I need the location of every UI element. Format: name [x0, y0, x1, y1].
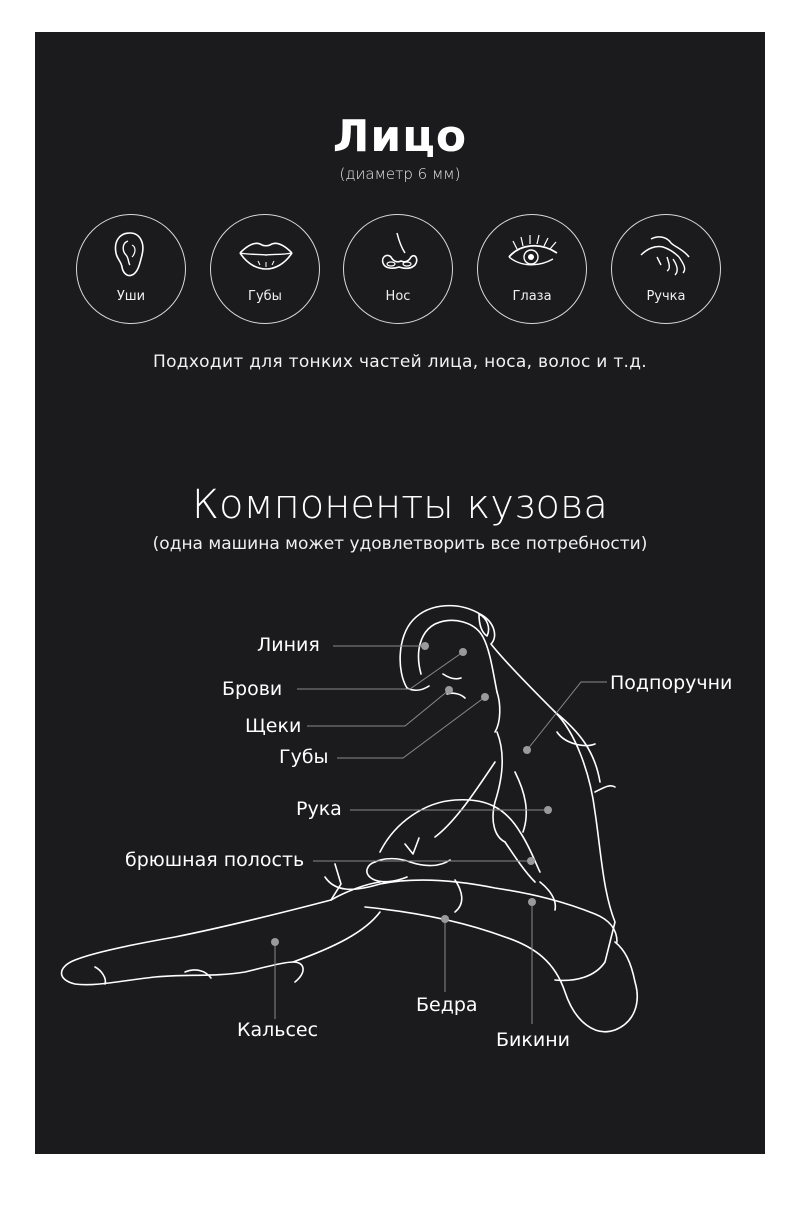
callout-underarm: Подпоручни [610, 672, 733, 694]
face-section-subtitle: (диаметр 6 мм) [339, 165, 461, 183]
dot-thighs [441, 915, 449, 923]
callout-line: Линия [257, 634, 320, 656]
face-section-title: Лицо [332, 111, 468, 162]
callout-lips: Губы [279, 746, 329, 768]
face-item-label: Уши [116, 289, 146, 304]
face-item-label: Губы [248, 289, 282, 304]
callout-cheeks: Щеки [245, 715, 302, 737]
dot-arm [544, 806, 552, 814]
dot-line [421, 642, 429, 650]
dot-calves [271, 938, 279, 946]
dot-cheeks [445, 686, 453, 694]
callout-bikini: Бикини [496, 1029, 570, 1051]
callout-leaders [275, 646, 607, 1024]
dot-abdomen [527, 857, 535, 865]
callout-abdomen: брюшная полость [125, 849, 305, 871]
body-figure-illustration [35, 32, 765, 1154]
dot-brows [459, 648, 467, 656]
dot-bikini [528, 898, 536, 906]
callout-brows: Брови [222, 678, 283, 700]
callout-arm: Рука [296, 798, 342, 820]
body-section-subtitle: (одна машина может удовлетворить все потребности) [152, 534, 648, 554]
face-description: Подходит для тонких частей лица, носа, волос и т.д. [152, 352, 648, 372]
dot-lips [481, 693, 489, 701]
figure-outline [62, 606, 638, 1032]
dark-panel [35, 32, 765, 1154]
face-item-label: Ручка [646, 289, 686, 304]
body-section-title: Компоненты кузова [192, 482, 608, 528]
face-item-label: Глаза [512, 289, 552, 304]
dot-underarm [523, 746, 531, 754]
face-item-label: Нос [385, 289, 411, 304]
callout-thighs: Бедра [416, 994, 478, 1016]
callout-calves: Кальсес [237, 1019, 319, 1041]
